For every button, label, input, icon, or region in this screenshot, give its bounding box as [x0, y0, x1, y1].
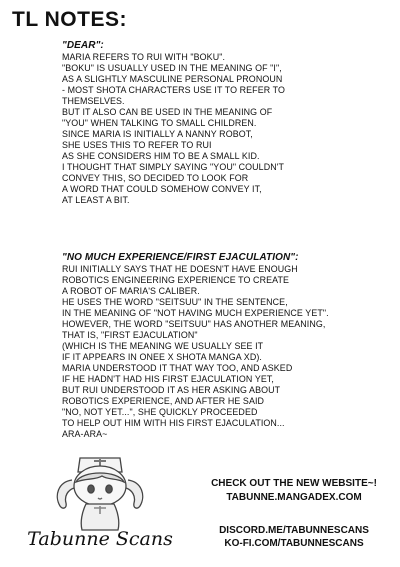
note-line: ROBOTICS ENGINEERING EXPERIENCE TO CREATE	[62, 275, 289, 285]
note-line: TO HELP OUT HIM WITH HIS FIRST EJACULATION...	[62, 418, 285, 428]
note-line: HOWEVER, THE WORD "SEITSUU" HAS ANOTHER MEANING,	[62, 319, 326, 329]
note-heading: "DEAR":	[62, 40, 104, 51]
note-line: AS A SLIGHTLY MASCULINE PERSONAL PRONOUN	[62, 74, 283, 84]
note-line: IF IT APPEARS IN ONEE X SHOTA MANGA XD).	[62, 352, 262, 362]
note-line: BUT IT ALSO CAN BE USED IN THE MEANING OF	[62, 107, 273, 117]
note-line: IN THE MEANING OF "NOT HAVING MUCH EXPERIENCE YET".	[62, 308, 329, 318]
note-line: SHE USES THIS TO REFER TO RUI	[62, 140, 212, 150]
kofi-link[interactable]: KO-FI.COM/TABUNNESCANS	[224, 538, 364, 549]
note-line: SINCE MARIA IS INITIALLY A NANNY ROBOT,	[62, 129, 253, 139]
note-line: I THOUGHT THAT SIMPLY SAYING "YOU" COULDN'T	[62, 162, 285, 172]
discord-link[interactable]: DISCORD.ME/TABUNNESCANS	[219, 525, 369, 536]
note-line: IF HE HADN'T HAD HIS FIRST EJACULATION YET,	[62, 374, 274, 384]
mascot-icon	[10, 446, 190, 532]
page-title: TL NOTES:	[12, 8, 127, 31]
note-line: CONVEY THIS, SO DECIDED TO LOOK FOR	[62, 173, 249, 183]
note-line: "YOU" WHEN TALKING TO SMALL CHILDREN.	[62, 118, 257, 128]
note-line: THAT IS, "FIRST EJACULATION"	[62, 330, 198, 340]
note-line: RUI INITIALLY SAYS THAT HE DOESN'T HAVE ENOUGH	[62, 264, 298, 274]
note-line: ROBOTICS EXPERIENCE, AND AFTER HE SAID	[62, 396, 265, 406]
note-line: THEMSELVES.	[62, 96, 125, 106]
note-line: "NO, NOT YET...", SHE QUICKLY PROCEEDED	[62, 407, 258, 417]
note-line: ARA-ARA~	[62, 429, 108, 439]
note-line: A ROBOT OF MARIA'S CALIBER.	[62, 286, 200, 296]
note-line: BUT RUI UNDERSTOOD IT AS HER ASKING ABOUT	[62, 385, 281, 395]
note-heading: "NO MUCH EXPERIENCE/FIRST EJACULATION":	[62, 252, 299, 263]
note-line: HE USES THE WORD "SEITSUU" IN THE SENTENCE,	[62, 297, 288, 307]
note-line: AT LEAST A BIT.	[62, 195, 130, 205]
note-line: A WORD THAT COULD SOMEHOW CONVEY IT,	[62, 184, 262, 194]
note-line: "BOKU" IS USUALLY USED IN THE MEANING OF "I",	[62, 63, 282, 73]
note-first-ejaculation	[62, 252, 397, 440]
website-link[interactable]: TABUNNE.MANGADEX.COM	[226, 492, 362, 503]
note-line: (WHICH IS THE MEANING WE USUALLY SEE IT	[62, 341, 264, 351]
note-line: MARIA UNDERSTOOD IT THAT WAY TOO, AND ASKED	[62, 363, 293, 373]
note-dear	[62, 40, 397, 206]
note-line: MARIA REFERS TO RUI WITH "BOKU".	[62, 52, 226, 62]
tabunne-scans-logo	[10, 446, 190, 564]
note-line: AS SHE CONSIDERS HIM TO BE A SMALL KID.	[62, 151, 260, 161]
note-line: - MOST SHOTA CHARACTERS USE IT TO REFER TO	[62, 85, 285, 95]
logo-text: Tabunne Scans	[27, 528, 173, 550]
website-label: CHECK OUT THE NEW WEBSITE~!	[211, 478, 377, 489]
